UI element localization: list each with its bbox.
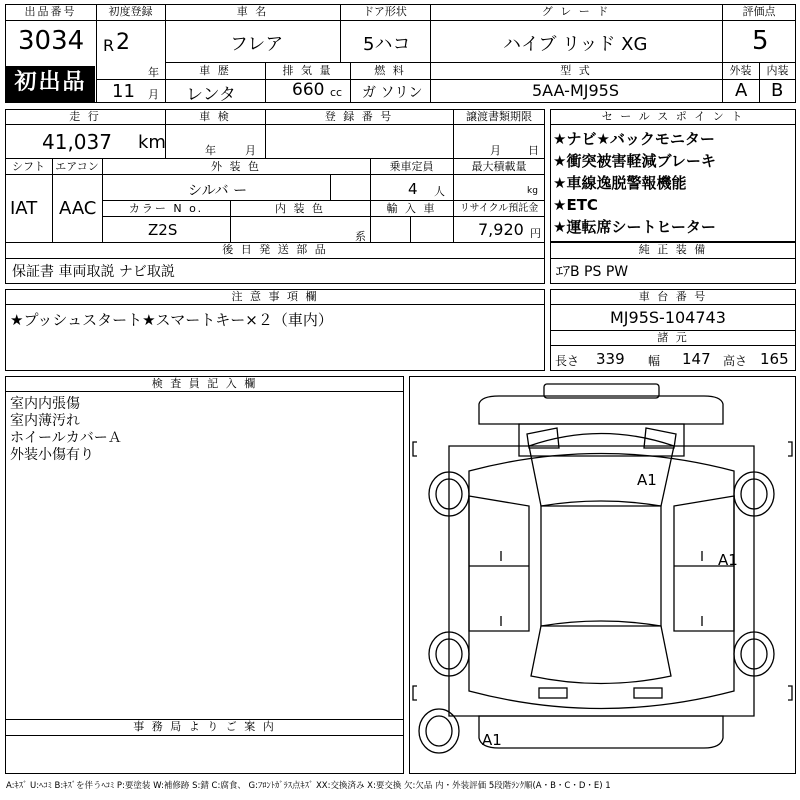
damage-mark: A1 bbox=[718, 551, 738, 569]
int-color-unit: 系 bbox=[355, 230, 366, 243]
fuel: ガ ソリン bbox=[362, 85, 423, 101]
reg-year: 2 bbox=[116, 30, 130, 55]
damage-mark: A1 bbox=[637, 471, 657, 489]
inspector-note: 外装小傷有り bbox=[10, 447, 94, 463]
recycle-fee: 7,920 bbox=[478, 220, 524, 239]
grade: ハイブ リッド XG bbox=[503, 34, 648, 55]
mileage-unit: km bbox=[138, 132, 166, 153]
month-unit: 月 bbox=[148, 88, 159, 101]
exterior-grade: A bbox=[735, 80, 748, 101]
lot-number-label: 出品番号 bbox=[24, 5, 77, 18]
sales-point: ★ETC bbox=[553, 196, 598, 214]
ext-color-label: 外 装 色 bbox=[211, 160, 261, 173]
history-label: 車 歴 bbox=[199, 64, 231, 77]
recycle-unit: 円 bbox=[530, 227, 541, 240]
transfer-day-unit: 日 bbox=[528, 144, 539, 157]
history: レンタ bbox=[186, 85, 236, 105]
transfer-deadline-label: 譲渡書類期限 bbox=[466, 110, 532, 123]
inspection-label: 車 検 bbox=[199, 110, 231, 123]
color-no-label: カラー N o. bbox=[128, 202, 204, 215]
transfer-month-unit: 月 bbox=[490, 144, 501, 157]
sales-point: ★衝突被害軽減ブレーキ bbox=[553, 152, 716, 170]
reg-number-label: 登 録 番 号 bbox=[324, 110, 394, 123]
inspector-note: 室内内張傷 bbox=[10, 396, 80, 412]
width-label: 幅 bbox=[648, 354, 661, 368]
mileage-label: 走 行 bbox=[69, 110, 101, 123]
door-label: ドア形状 bbox=[363, 5, 407, 18]
equipment: ｴｱB PS PW bbox=[556, 264, 629, 280]
inspection-month-unit: 月 bbox=[245, 144, 256, 157]
reg-month: 11 bbox=[112, 81, 135, 102]
fuel-label: 燃 料 bbox=[374, 64, 406, 77]
inspector-note: 室内薄汚れ bbox=[10, 413, 80, 429]
lot-number: 3034 bbox=[18, 26, 85, 56]
era: R bbox=[103, 36, 115, 55]
caution-text: ★プッシュスタート★スマートキー×２（車内） bbox=[10, 311, 333, 329]
capacity: 4 bbox=[408, 180, 418, 198]
capacity-unit: 人 bbox=[434, 185, 445, 198]
recycle-label: リサイクル預託金 bbox=[459, 203, 539, 214]
first-listing-badge: 初出品 bbox=[6, 66, 95, 102]
caution-label: 注 意 事 項 欄 bbox=[231, 290, 319, 303]
car-name-label: 車 名 bbox=[236, 5, 269, 18]
displacement-label: 排 気 量 bbox=[282, 64, 333, 77]
grade-label: グ レ ー ド bbox=[541, 5, 611, 18]
chassis-number: MJ95S-104743 bbox=[610, 308, 726, 327]
import-label: 輸 入 車 bbox=[386, 202, 437, 215]
height: 165 bbox=[760, 350, 789, 368]
sales-points-label: セ ー ル ス ポ イ ン ト bbox=[601, 110, 745, 123]
load-label: 最大積載量 bbox=[471, 160, 527, 173]
length: 339 bbox=[596, 350, 625, 368]
later-parts: 保証書 車両取説 ナビ取説 bbox=[12, 264, 175, 280]
sales-point: ★運転席シートヒーター bbox=[553, 218, 716, 236]
inspector-note: ホイールカバーＡ bbox=[10, 430, 122, 446]
mileage: 41,037 bbox=[42, 130, 112, 154]
year-unit: 年 bbox=[148, 66, 159, 79]
interior-label: 内装 bbox=[766, 64, 789, 77]
ac-label: エアコン bbox=[55, 160, 99, 173]
int-color-label: 内 装 色 bbox=[275, 202, 325, 215]
model: 5AA-MJ95S bbox=[532, 81, 619, 100]
score: 5 bbox=[752, 26, 769, 56]
height-label: 高さ bbox=[723, 354, 748, 368]
equipment-label: 純 正 装 備 bbox=[638, 243, 708, 256]
shift: IAT bbox=[10, 198, 38, 219]
interior-grade: B bbox=[771, 80, 784, 101]
inspection-year-unit: 年 bbox=[205, 144, 216, 157]
office-label: 事 務 局 よ り ご 案 内 bbox=[133, 720, 276, 733]
first-reg-label: 初度登録 bbox=[108, 5, 153, 18]
ext-color: シルバ ー bbox=[188, 183, 248, 199]
displacement-unit: cc bbox=[330, 86, 343, 99]
exterior-label: 外装 bbox=[729, 64, 752, 77]
shift-label: シフト bbox=[12, 160, 45, 173]
door-type: 5ハコ bbox=[363, 34, 411, 55]
specs-label: 諸 元 bbox=[657, 331, 689, 344]
width: 147 bbox=[682, 350, 711, 368]
chassis-label: 車 台 番 号 bbox=[638, 290, 708, 303]
air-conditioner: AAC bbox=[59, 198, 97, 219]
inspector-label: 検 査 員 記 入 欄 bbox=[151, 377, 258, 390]
color-no: Z2S bbox=[148, 221, 178, 239]
later-parts-label: 後 日 発 送 部 品 bbox=[222, 243, 328, 256]
car-damage-diagram bbox=[409, 376, 796, 774]
length-label: 長さ bbox=[555, 354, 580, 368]
car-name: フレア bbox=[230, 34, 284, 55]
sales-point: ★車線逸脱警報機能 bbox=[553, 174, 687, 192]
load-unit: kg bbox=[527, 186, 538, 196]
model-label: 型 式 bbox=[560, 64, 592, 77]
sales-point: ★ナビ★バックモニター bbox=[553, 130, 715, 148]
capacity-label: 乗車定員 bbox=[389, 160, 434, 173]
score-label: 評価点 bbox=[742, 5, 776, 18]
damage-mark: A1 bbox=[482, 731, 502, 749]
damage-legend: A:ｷｽﾞ U:ﾍｺﾐ B:ｷｽﾞを伴うﾍｺﾐ P:要塗装 W:補修跡 S:錆 C:腐食、 G:ﾌﾛﾝﾄｶﾞﾗｽ点ｷｽﾞ XX:交換済み X:要交換 欠:欠品 内・外装評価 5段階ﾗﾝｸ順(A・B・C・D・E) 1 bbox=[6, 781, 611, 791]
displacement: 660 bbox=[292, 80, 325, 100]
